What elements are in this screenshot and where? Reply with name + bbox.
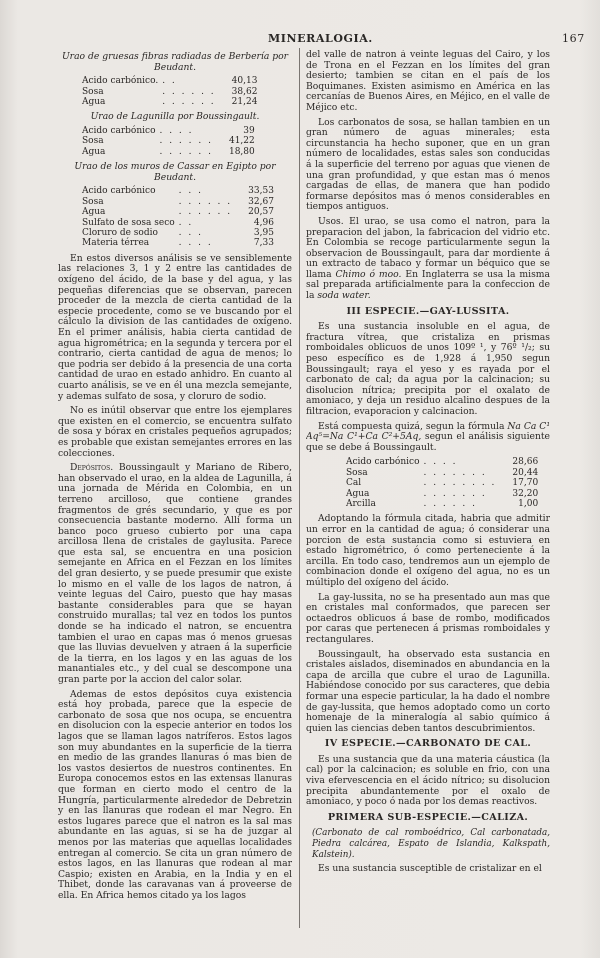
component-name: Agua — [82, 97, 106, 107]
analysis-caption: Urao de gruesas fibras radiadas de Berbería por Beudant. — [61, 51, 289, 73]
component-value: 18,80 — [228, 146, 255, 157]
analysis-table — [80, 76, 259, 107]
table-row — [80, 136, 257, 146]
component-value: 21,24 — [231, 97, 258, 107]
table-row — [344, 478, 540, 488]
component-name: Cal — [346, 478, 362, 489]
component-value: 17,70 — [512, 478, 539, 489]
paragraph — [58, 463, 292, 685]
italic-term: soda water. — [317, 290, 371, 302]
component-name: Sulfato de sosa seco — [82, 217, 175, 228]
leader-dots: . . — [162, 76, 177, 87]
table-row — [80, 218, 276, 228]
italic-term: Chimo ó moo. — [335, 268, 402, 280]
component-value: 28,66 — [512, 457, 539, 468]
component-value: 40,13 — [231, 76, 258, 87]
component-name: Agua — [82, 207, 106, 218]
component-name: Materia térrea — [82, 238, 150, 249]
component-value: 32,20 — [512, 488, 539, 499]
paragraph-text: segun el análisis siguiente que se debe á Boussingault. — [306, 431, 550, 453]
running-title: MINERALOGIA. — [268, 32, 373, 45]
paragraph: Adoptando la fórmula citada, habria que admitir un error en la cantidad de agua; ó considerar una porcion de esta sustancia como si estuviera en estado higrométrico, ó como perteneciente á la arcilla. En todo caso, tendremos aun un ejemplo de combinacion donde el oxígeno del agua, no es un múltiplo del oxígeno del ácido. — [306, 513, 550, 588]
leader-dots: . . . . . . . . — [423, 478, 497, 489]
table-row — [80, 147, 257, 157]
subsection-heading: PRIMERA SUB-ESPECIE.—CALIZA. — [327, 811, 529, 823]
table-row — [80, 197, 276, 207]
leader-dots: . . . . . . — [159, 146, 213, 157]
leader-dots: . . . . . . . — [423, 488, 487, 499]
paragraph: Es una sustancia insoluble en el agua, de fractura vítrea, que cristaliza en prismas romboidales oblicuos de unos 109º ¹, y 76º ¹/₂; su peso específico es de 1,928 á 1,950 segun Boussingault; raya el yeso y es rayada por el carbonato de cal; da agua por la calcinacion; su disolucion nítrica; precipita por el oxalato de amoniaco, y deja un residuo alcalino despues de la filtracion, evaporacion y calcinacion. — [306, 321, 550, 417]
table-row — [80, 228, 276, 238]
leader-dots: . . . . — [178, 238, 213, 249]
leader-dots: . . . . . . — [162, 86, 216, 97]
leader-dots: . . . . — [159, 126, 194, 136]
component-value: 20,44 — [512, 467, 539, 478]
component-name: Agua — [346, 488, 370, 499]
component-value: 38,62 — [231, 86, 258, 97]
analysis-table — [344, 457, 540, 509]
leader-dots: . . . . . . — [159, 136, 213, 147]
component-value: 33,53 — [248, 186, 274, 197]
table-row — [80, 186, 276, 196]
component-name: Sosa — [346, 467, 368, 478]
component-name: Acido carbónico — [346, 457, 420, 468]
table-row — [80, 87, 259, 97]
table-row — [80, 97, 259, 107]
analysis-table — [80, 126, 257, 157]
component-name: Acido carbónico — [82, 126, 156, 136]
paragraph: En estos diversos análisis se ve sensiblemente las relaciones 3, 1 y 2 entre las cantidades de oxígeno del ácido, de la base y del agua, y las pequeñas diferencias que se observan, parecen proceder de la mezcla de cierta cantidad de la especie procedente, como se ve buscando por el cálculo la division de las cantidades de oxígeno. En el primer análisis, habia cierta cantidad de agua higrométrica; en la segunda y tercera por el contrario, cierta cantidad de agua de menos; lo que podria ser debido á la presencia de una corta cantidad de urao en estado anhidro. En cuanto al cuarto análisis, se ve en él una mezcla semejante, y ademas sulfato de sosa, y cloruro de sodio. — [58, 252, 292, 402]
component-name: Agua — [82, 146, 106, 157]
component-name: Sosa — [82, 196, 104, 207]
component-value: 4,96 — [253, 217, 274, 228]
paragraph: Boussingault, ha observado esta sustancia en cristales aislados, diseminados en abundancia en la capa de arcilla que cubre el urao de Lagunilla. Habiéndose conocido por sus caracteres, que debia formar una especie particular, la ha dado el nombre de gay-lussita, que hemos adoptado como un corto homenaje de la mineralogía al sabio químico á quien las ciencias deben tantos descubrimientos. — [306, 648, 550, 734]
table-row — [80, 238, 276, 248]
paragraph: La gay-lussita, no se ha presentado aun mas que en cristales mal conformados, que parecen ser octaedros oblicuos á base de rombo, modificados por caras que pertenecen á prismas romboidales y rectangulares. — [306, 591, 550, 645]
component-name: Sosa — [82, 136, 104, 147]
table-row — [344, 499, 540, 509]
component-value: 1,00 — [518, 499, 539, 509]
paragraph — [306, 422, 550, 454]
leader-dots: . . . — [178, 228, 203, 239]
component-value: 39 — [243, 126, 255, 136]
component-value: 20,57 — [248, 207, 274, 218]
analysis-caption: Urao de Lagunilla por Boussingault. — [90, 111, 260, 123]
paragraph: del valle de natron á veinte leguas del Cairo, y los de Trona en el Fezzan en los límites del gran desierto; tambien se citan en el país de los Boquimanes. Existen asimismo en América en las cercanías de Buenos Aires, en Méjico, en el valle de Méjico etc. — [306, 50, 550, 113]
analysis-caption: Urao de los muros de Cassar en Egipto por Beudant. — [74, 161, 276, 183]
paragraph — [306, 217, 550, 302]
section-heading: IV ESPECIE.—CARBONATO DE CAL. — [324, 738, 532, 750]
component-value: 3,95 — [253, 228, 274, 239]
component-name: Sosa — [82, 86, 104, 97]
chemical-formula: Na Ca C¹ Aq⁵=Na C¹+Ca C²+5Aq, — [306, 420, 550, 443]
component-value: 7,33 — [253, 238, 274, 249]
left-column — [58, 50, 292, 946]
leader-dots: . . — [178, 217, 194, 228]
leader-dots: . . . . . . — [178, 196, 233, 207]
leader-dots: . . . . . . — [423, 499, 477, 509]
paragraph: Los carbonatos de sosa, se hallan tambien en un gran número de aguas minerales; esta circunstancia ha hecho suponer, que en un gran número de localidades, estas sales son conducidas á la superficie del terreno por aguas que vienen de una gran profundidad, y que estan mas ó menos cargadas de ellas, de manera que han podido formarse depósitos mas ó menos considerables en tiempos antiguos. — [306, 116, 550, 213]
table-row — [344, 489, 540, 499]
component-name: Arcilla — [346, 499, 376, 509]
paragraph-text: En Inglaterra se usa la misma sal preparada artificialmente para la confeccion de la — [306, 268, 550, 302]
running-header — [0, 32, 600, 46]
leader-dots: . . . — [178, 186, 203, 197]
component-value: 41,22 — [228, 136, 255, 147]
analysis-table — [80, 186, 276, 248]
page-number: 167 — [562, 32, 585, 45]
table-row — [344, 468, 540, 478]
component-name: Acido carbónico — [82, 186, 156, 197]
table-row — [80, 207, 276, 217]
paragraph: No es inútil observar que entre los ejemplares que existen en el comercio, se encuentra sulfato de sosa y bórax en cristales pequeños agrupados; es probable que existan semejantes errores en las colecciones. — [58, 405, 292, 459]
synonyms-note: (Carbonato de cal romboédrico, Cal carbonatada, Piedra calcárea, Espato de Islandia, Kalkspath, Kalstein). — [312, 828, 550, 860]
component-value: 32,67 — [248, 196, 274, 207]
leader-dots: . . . . . . — [162, 97, 216, 107]
table-row — [344, 457, 540, 467]
leader-dots: . . . . — [423, 457, 458, 468]
table-row — [80, 76, 259, 86]
column-divider — [299, 48, 300, 928]
paragraph: Es una sustancia susceptible de cristalizar en el — [318, 863, 542, 875]
run-in-heading: Depósitos. — [70, 462, 114, 474]
section-heading: III ESPECIE.—GAY-LUSSITA. — [346, 305, 510, 317]
paragraph-text: Está compuesta quizá, segun la fórmula — [318, 420, 508, 432]
paragraph: Es una sustancia que da una materia cáustica (la cal) por la calcinacion; es soluble en frio, con una viva efervescencia en el ácido nítrico; su disolucion precipita abundantemente por el oxalo de amoniaco, y poco ó nada por los demas reactivos. — [306, 753, 550, 808]
leader-dots: . . . . . . — [178, 207, 233, 218]
component-name: Cloruro de sodio — [82, 228, 158, 239]
right-column — [306, 50, 550, 946]
table-row — [80, 126, 257, 136]
leader-dots: . . . . . . . — [423, 467, 487, 478]
paragraph-text: Usos. El urao, se usa como el natron, para la preparacion del jabon, la fabricacion del vidrio etc. En Colombia se recoge particularmente segun la observacion de Boussingault, para dar mordiente á un extracto de tabaco y formar un béquico que se llama — [306, 215, 550, 280]
paragraph-text: Boussingault y Mariano de Ribero, han observado el urao, en la aldea de Lagunilla, á una jornada de Mérida en Colombia, en un terreno arcilloso, que contiene grandes fragmentos de grés secundario, y que es por consecuencia bastante moderno. Allí forma un banco poco grueso cubierto por una capa arcillosa llena de cristales de gaylusita. Parece que esta sal, se encuentra en una posicion semejante en Africa en el Fezzan en los límites del gran desierto, y se puede presumir que existe lo mismo en el valle de los lagos de natron, á veinte leguas del Cairo, puesto que hay masas bastante considerables para que se hayan construido murallas; tal vez en todos los puntos donde se ha indicado el natron, se encuentra tambien el urao en capas mas ó menos gruesas que las lluvias devuelven y atraen á la superficie de la tierra, en los lagos y en las aguas de los manantiales etc., y del cual se descompone una gran parte por la accion del calor solar. — [58, 462, 292, 685]
paragraph: Ademas de estos depósitos cuya existencia está hoy probada, parece que la especie de carbonato de sosa que nos ocupa, se encuentra en disolucion con la especie anterior en todos los lagos que se llaman lagos natríferos. Estos lagos son muy abundantes en la superficie de la tierra en medio de las grandes llanuras ó mas bien de los vastos desiertos de nuestros continentes. En Europa conocemos estos en las extensas llanuras que forman en cierto modo el centro de la Hungría, particularmente alrededor de Debretzin y en las llanuras que rodean el mar Negro. En estos lugares parece que el natron es la sal mas abundante en las aguas, si se ha de juzgar al menos por las materias que aquellas localidades entregan al comercio. Se cita un gran número de estos lagos, en las llanuras que rodean al mar Caspio; existen en Arabia, en la India y en el Thibet, donde las caravanas van á proveerse de ella. En Africa hemos citado ya los lagos — [58, 688, 292, 901]
component-name: Acido carbónico. — [82, 76, 159, 87]
